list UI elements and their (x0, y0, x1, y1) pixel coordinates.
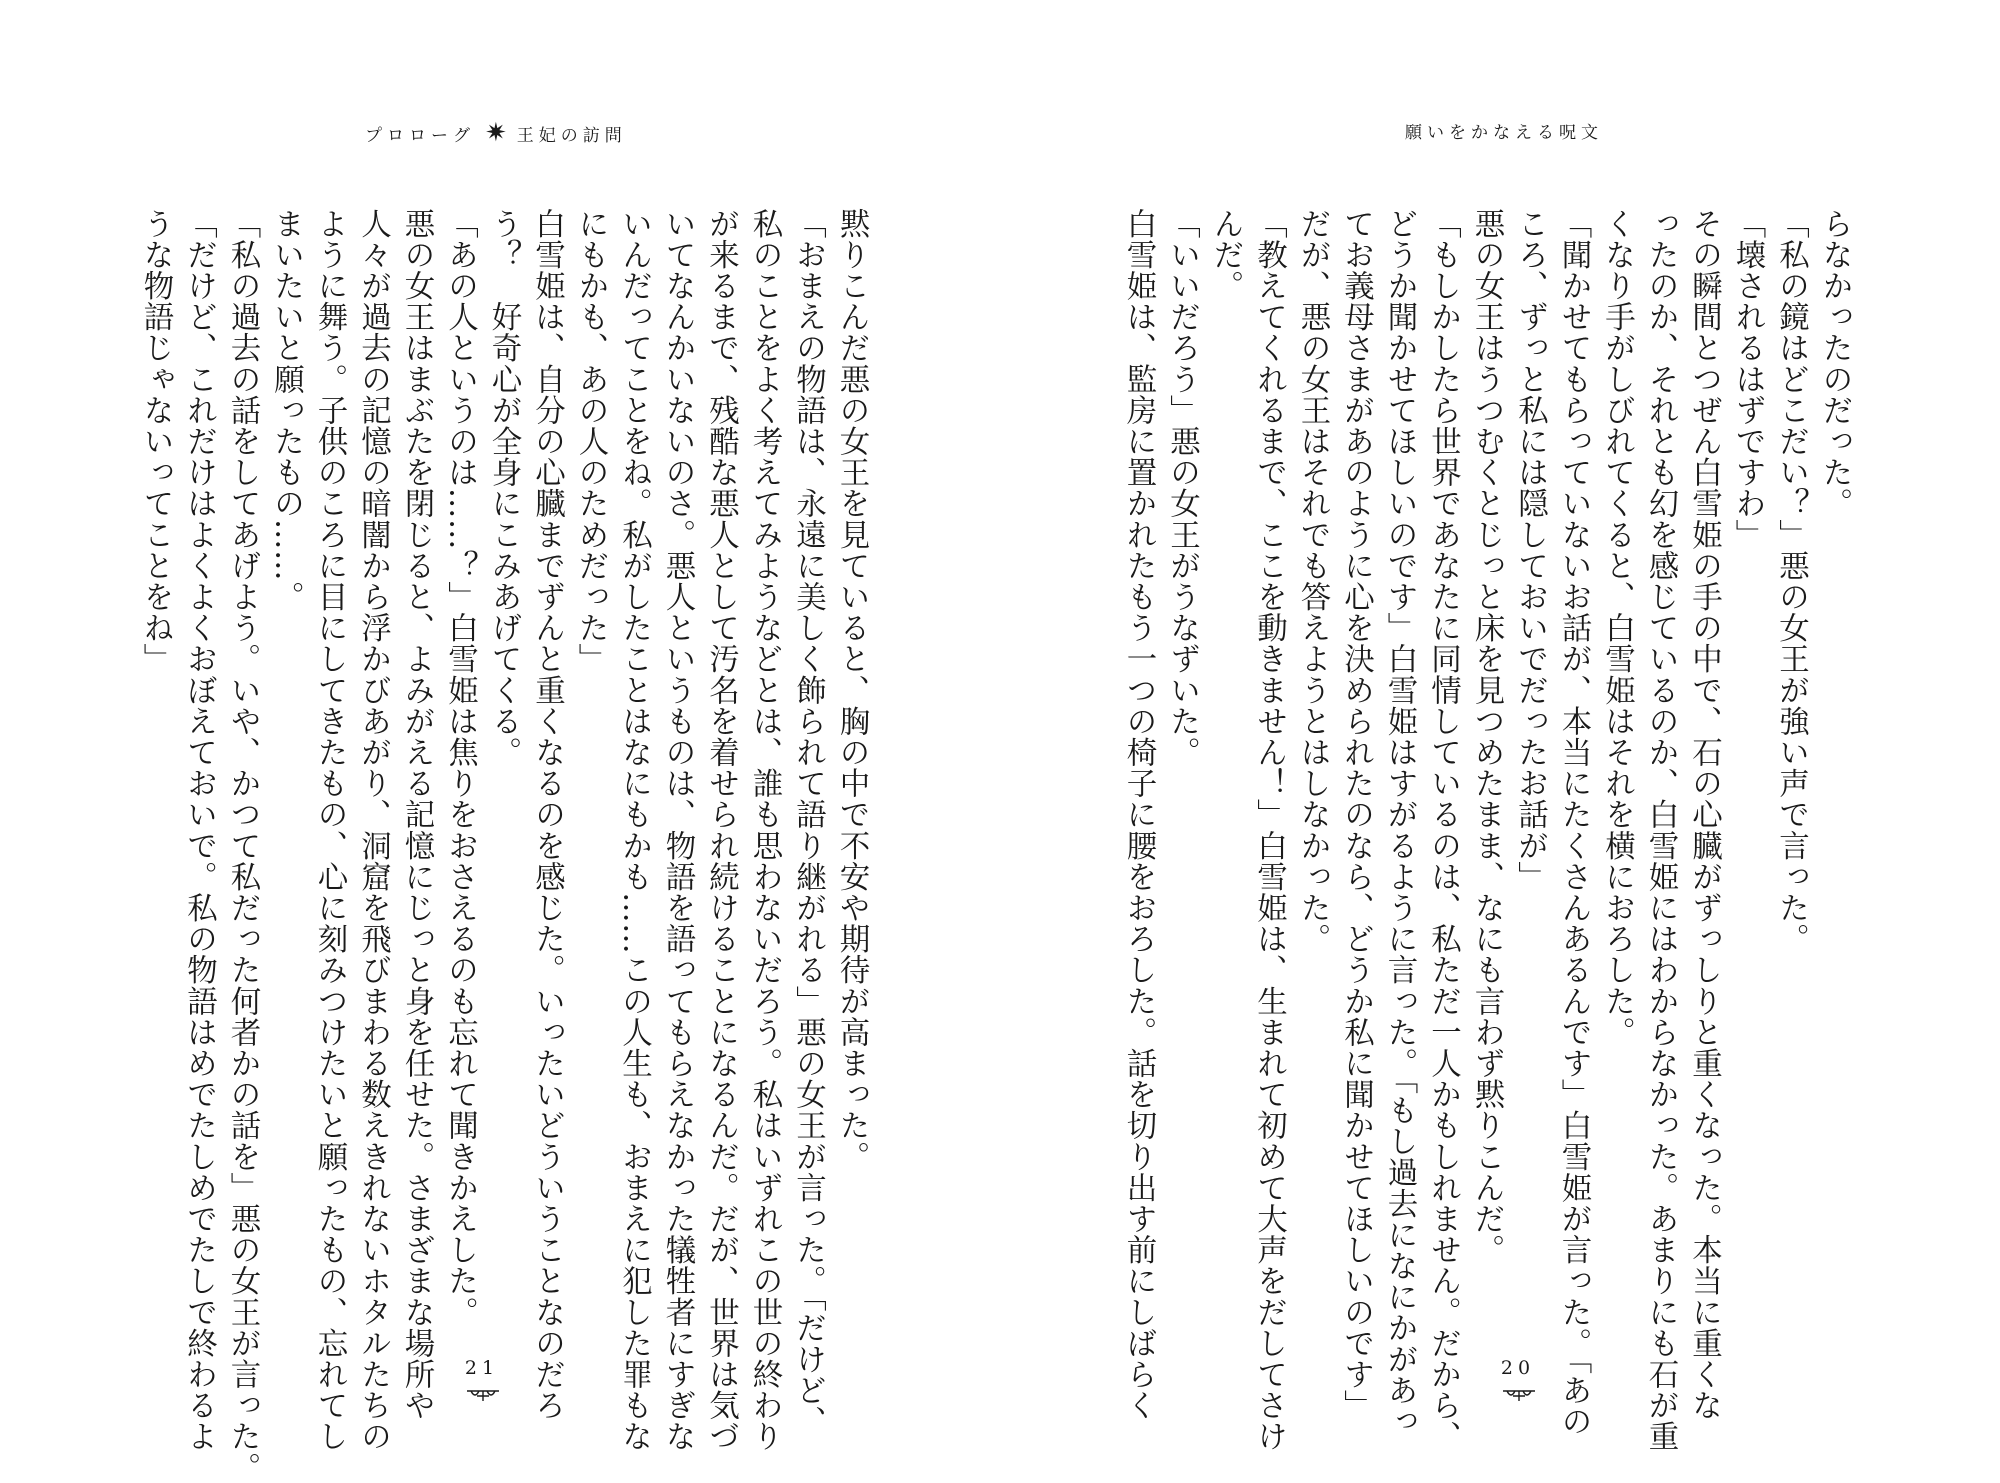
left-page-body-text: 黙りこんだ悪の女王を見ていると、胸の中で不安や期待が高まった。 「おまえの物語は、永遠に美しく飾られて語り継がれる」悪の女王が言った。「だけど、 私のことをよく考えてみようなどとは、誰も思わないだろう。私はいずれこの世の終わり が来るまで、残酷な悪人として汚名を着せられ続けることになるんだ。だが、世界は気づ いてなんかいないのさ。悪人というものは、物語を語ってもらえなかった犠牲者にすぎな いんだってことをね。私がしたことはなにもかも……この人生も、おまえに犯した罪もな にもかも、あの人のためだった」 白雪姫は、自分の心臓までずんと重くなるのを感じた。いったいどういうことなのだろ う？ 好奇心が全身にこみあげてくる。 「あの人というのは……？」白雪姫は焦りをおさえるのも忘れて聞きかえした。 悪の女王はまぶたを閉じると、よみがえる記憶にじっと身を任せた。さまざまな場所や 人々が過去の記憶の暗闇から浮かびあがり、洞窟を飛びまわる数えきれないホタルたちの ように舞う。子供のころに目にしてきたもの、心に刻みつけたいと願ったもの、忘れてし まいたいと願ったもの……。 「私の過去の話をしてあげよう。いや、かつて私だった何者かの話を」悪の女王が言った。 「だけど、これだけはよくよくおぼえておいで。私の物語はめでたしめでたしで終わるよ うな物語じゃないってことをね」 (138, 208, 869, 1483)
right-page-number: 20 (1500, 1357, 1536, 1379)
running-head-chapter: プロローグ (365, 125, 475, 146)
right-page-body-text: らなかったのだった。 「私の鏡はどこだい？」悪の女王が強い声で言った。 「壊されるはずですわ」 その瞬間とつぜん白雪姫の手の中で、石の心臓がずっしりと重くなった。本当に重くな ったのか、それとも幻を感じているのか、白雪姫にはわからなかった。あまりにも石が重 くなり手がしびれてくると、白雪姫はそれを横におろした。 「聞かせてもらっていないお話が、本当にたくさんあるんです」白雪姫が言った。「あの ころ、ずっと私には隠しておいでだったお話が」 悪の女王はうつむくとじっと床を見つめたまま、なにも言わず黙りこんだ。 「もしかしたら世界であなたに同情しているのは、私ただ一人かもしれません。だから、 どうか聞かせてほしいのです」白雪姫はすがるように言った。「もし過去になにかがあっ てお義母さまがあのように心を決められたのなら、どうか私に聞かせてほしいのです」 だが、悪の女王はそれでも答えようとはしなかった。 「教えてくれるまで、ここを動きません！」白雪姫は、生まれて初めて大声をだしてさけ んだ。 「いいだろう」悪の女王がうなずいた。 白雪姫は、監房に置かれたもう一つの椅子に腰をおろした。話を切り出す前にしばらく (1121, 208, 1852, 1452)
star-ornament-icon: ✷ (485, 118, 507, 148)
running-head-section: 王妃の訪問 (516, 125, 627, 146)
left-page-number: 21 (464, 1357, 500, 1379)
right-page (1000, 0, 2000, 1469)
running-head-title: 願いをかなえる呪文 (1405, 123, 1603, 143)
right-running-head (1405, 118, 1603, 143)
left-running-head (365, 118, 627, 148)
folio-ornament-icon (463, 1387, 503, 1403)
folio-ornament-icon (1499, 1387, 1539, 1403)
